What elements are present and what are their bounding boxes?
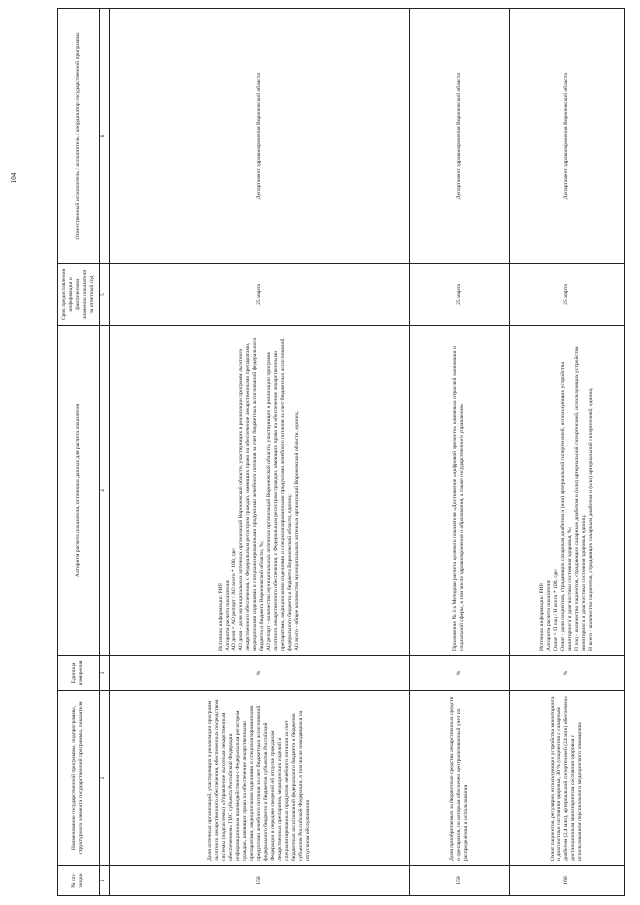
column-index-row [99,9,109,896]
rotated-table-container [57,8,625,896]
header-num: № пп-зиции [58,866,100,896]
indicator-name: Доля приобретаемых за бюджетные средства лекарственных средств и препаратов, по которым обеспечен централизованный учет их распределения и использования [409,691,509,866]
page-number: 104 [10,172,18,184]
table-row [409,9,509,896]
algorithm-line: Н всего - количество пациентов, страдающих сахарным диабетом и (или) артериальной гипертензией, единиц. [587,387,594,651]
responsible-executor: Департамент здравоохранения Воронежской области [109,9,409,264]
algorithm-line: П пац - количество пациентов, страдающих сахарным диабетом и (или) артериальной гипертензией, использующих устройства мониторинга и диагностики состояния здоровья, единиц; [573,346,587,651]
algorithm-line: АО репорт - количество муниципальных аптечных организаций Воронежской области, участвующих в реализации программ льготного лекарственного обеспечения, с Федеральным регистром граждан, имеющих право на обеспечение лекарственными препаратами, медицинскими изделиями и специализированными продуктами лечебного питания за счет бюджетных ассигнований федерального бюджета и бюджета Воронежской области, единиц; [266,338,294,651]
table-header-row [58,9,100,896]
col-index: 4 [99,326,109,656]
unit: % [409,656,509,691]
header-algorithm: Алгоритм расчета показателя, источники данных для расчета показателя [58,326,100,656]
row-number: 158 [109,866,409,896]
unit: % [509,656,624,691]
header-unit: Единица измерения [58,656,100,691]
header-responsible: Ответственный исполнитель / исполнитель / координатор государственной программы [58,9,100,264]
indicators-table [57,8,625,896]
algorithm-line: Источник информации: РИР. [217,582,224,651]
algorithm [509,326,624,656]
indicator-name: Доля аптечных организаций, участвующих в реализации программ льготного лекарственного обеспечения, обеспеченных посредством системы (подсистемы) «Управление льготным лекарственным обеспечением» ГИС субъекта Российской Федерации информационным взаимодействием с Федеральным регистром граждан, имеющих право на обеспечение лекарственными препаратами, медицинскими изделиями и специализированными продуктами лечебного питания за счет бюджетных ассигнований федерального бюджета и бюджетов субъектов Российской Федерации в передаче сведений об отпуске гражданам лекарственных препаратов, медицинских изделий и специализированных продуктов лечебного питания за счет бюджетных ассигнований федерального бюджета и бюджетов субъектов Российской Федерации, в том числе находящихся на отпускном обслуживании [109,691,409,866]
algorithm-line: Алгоритм расчета показателя: [224,579,231,651]
algorithm-line: АО доля - доля муниципальных аптечных организаций Воронежской области, участвующих в реализации программ льготного лекарственного обеспечения, с Федеральным регистром граждан, имеющих право на обеспечение лекарственными препаратами, медицинскими изделиями и специализированными продуктами лечебного питания за счет бюджетных ассигнований федерального бюджета и бюджета Воронежской области, %; [238,337,266,651]
col-index: 3 [99,656,109,691]
row-number: 159 [409,866,509,896]
unit: % [109,656,409,691]
table-row [109,9,409,896]
algorithm-line: Охват = П пац / Н всего * 100, где: [552,568,559,651]
algorithm-line: Алгоритм расчета показателя: [546,579,552,651]
algorithm-line: АО доля = АО репорт / АО всего * 100, где: [231,547,238,651]
algorithm-line: АО всего - общее количество муниципальных аптечных организаций Воронежской области, единиц. [294,411,301,651]
table-row [509,9,624,896]
col-index: 5 [99,264,109,326]
algorithm [409,326,509,656]
report-date: 25 марта [109,264,409,326]
report-date: 25 марта [509,264,624,326]
row-number: 160 [509,866,624,896]
header-name: Наименование государственной программы, подпрограммы, структурного элемента государственной программы, показателя [58,691,100,866]
algorithm-line: Источник информации: РИР. [539,582,546,651]
indicator-name: Охват пациентов, регулярно использующих устройства мониторинга и диагностики состояния здоровья, 30 % (пациентов с сахарным диабетом (2,4 млн), артериальной гипертензией (24 млн) обеспечены дистанционным мониторингом состояния здоровья с использованием персонального медицинского помощника [509,691,624,866]
algorithm-line: Охват - доля пациентов, страдающих сахарным диабетом и (или) артериальной гипертензией, использующих устройства мониторинга и диагностики состояния здоровья, %; [559,362,573,651]
col-index: 2 [99,691,109,866]
responsible-executor: Департамент здравоохранения Воронежской области [409,9,509,264]
responsible-executor: Департамент здравоохранения Воронежской области [509,9,624,264]
algorithm [109,326,409,656]
col-index: 1 [99,866,109,896]
algorithm-line: Приложение № 3 к Методике расчета целевого показателя «Достижение «цифровой зрелости» ключевых отраслей экономики и социальной сферы, в том числе здравоохранения и образования, а также государственного управления» [452,346,466,651]
report-date: 25 марта [409,264,509,326]
col-index: 6 [99,9,109,264]
header-date: Срок предоставления информации о фактическом значении показателя за отчетный год [58,264,100,326]
